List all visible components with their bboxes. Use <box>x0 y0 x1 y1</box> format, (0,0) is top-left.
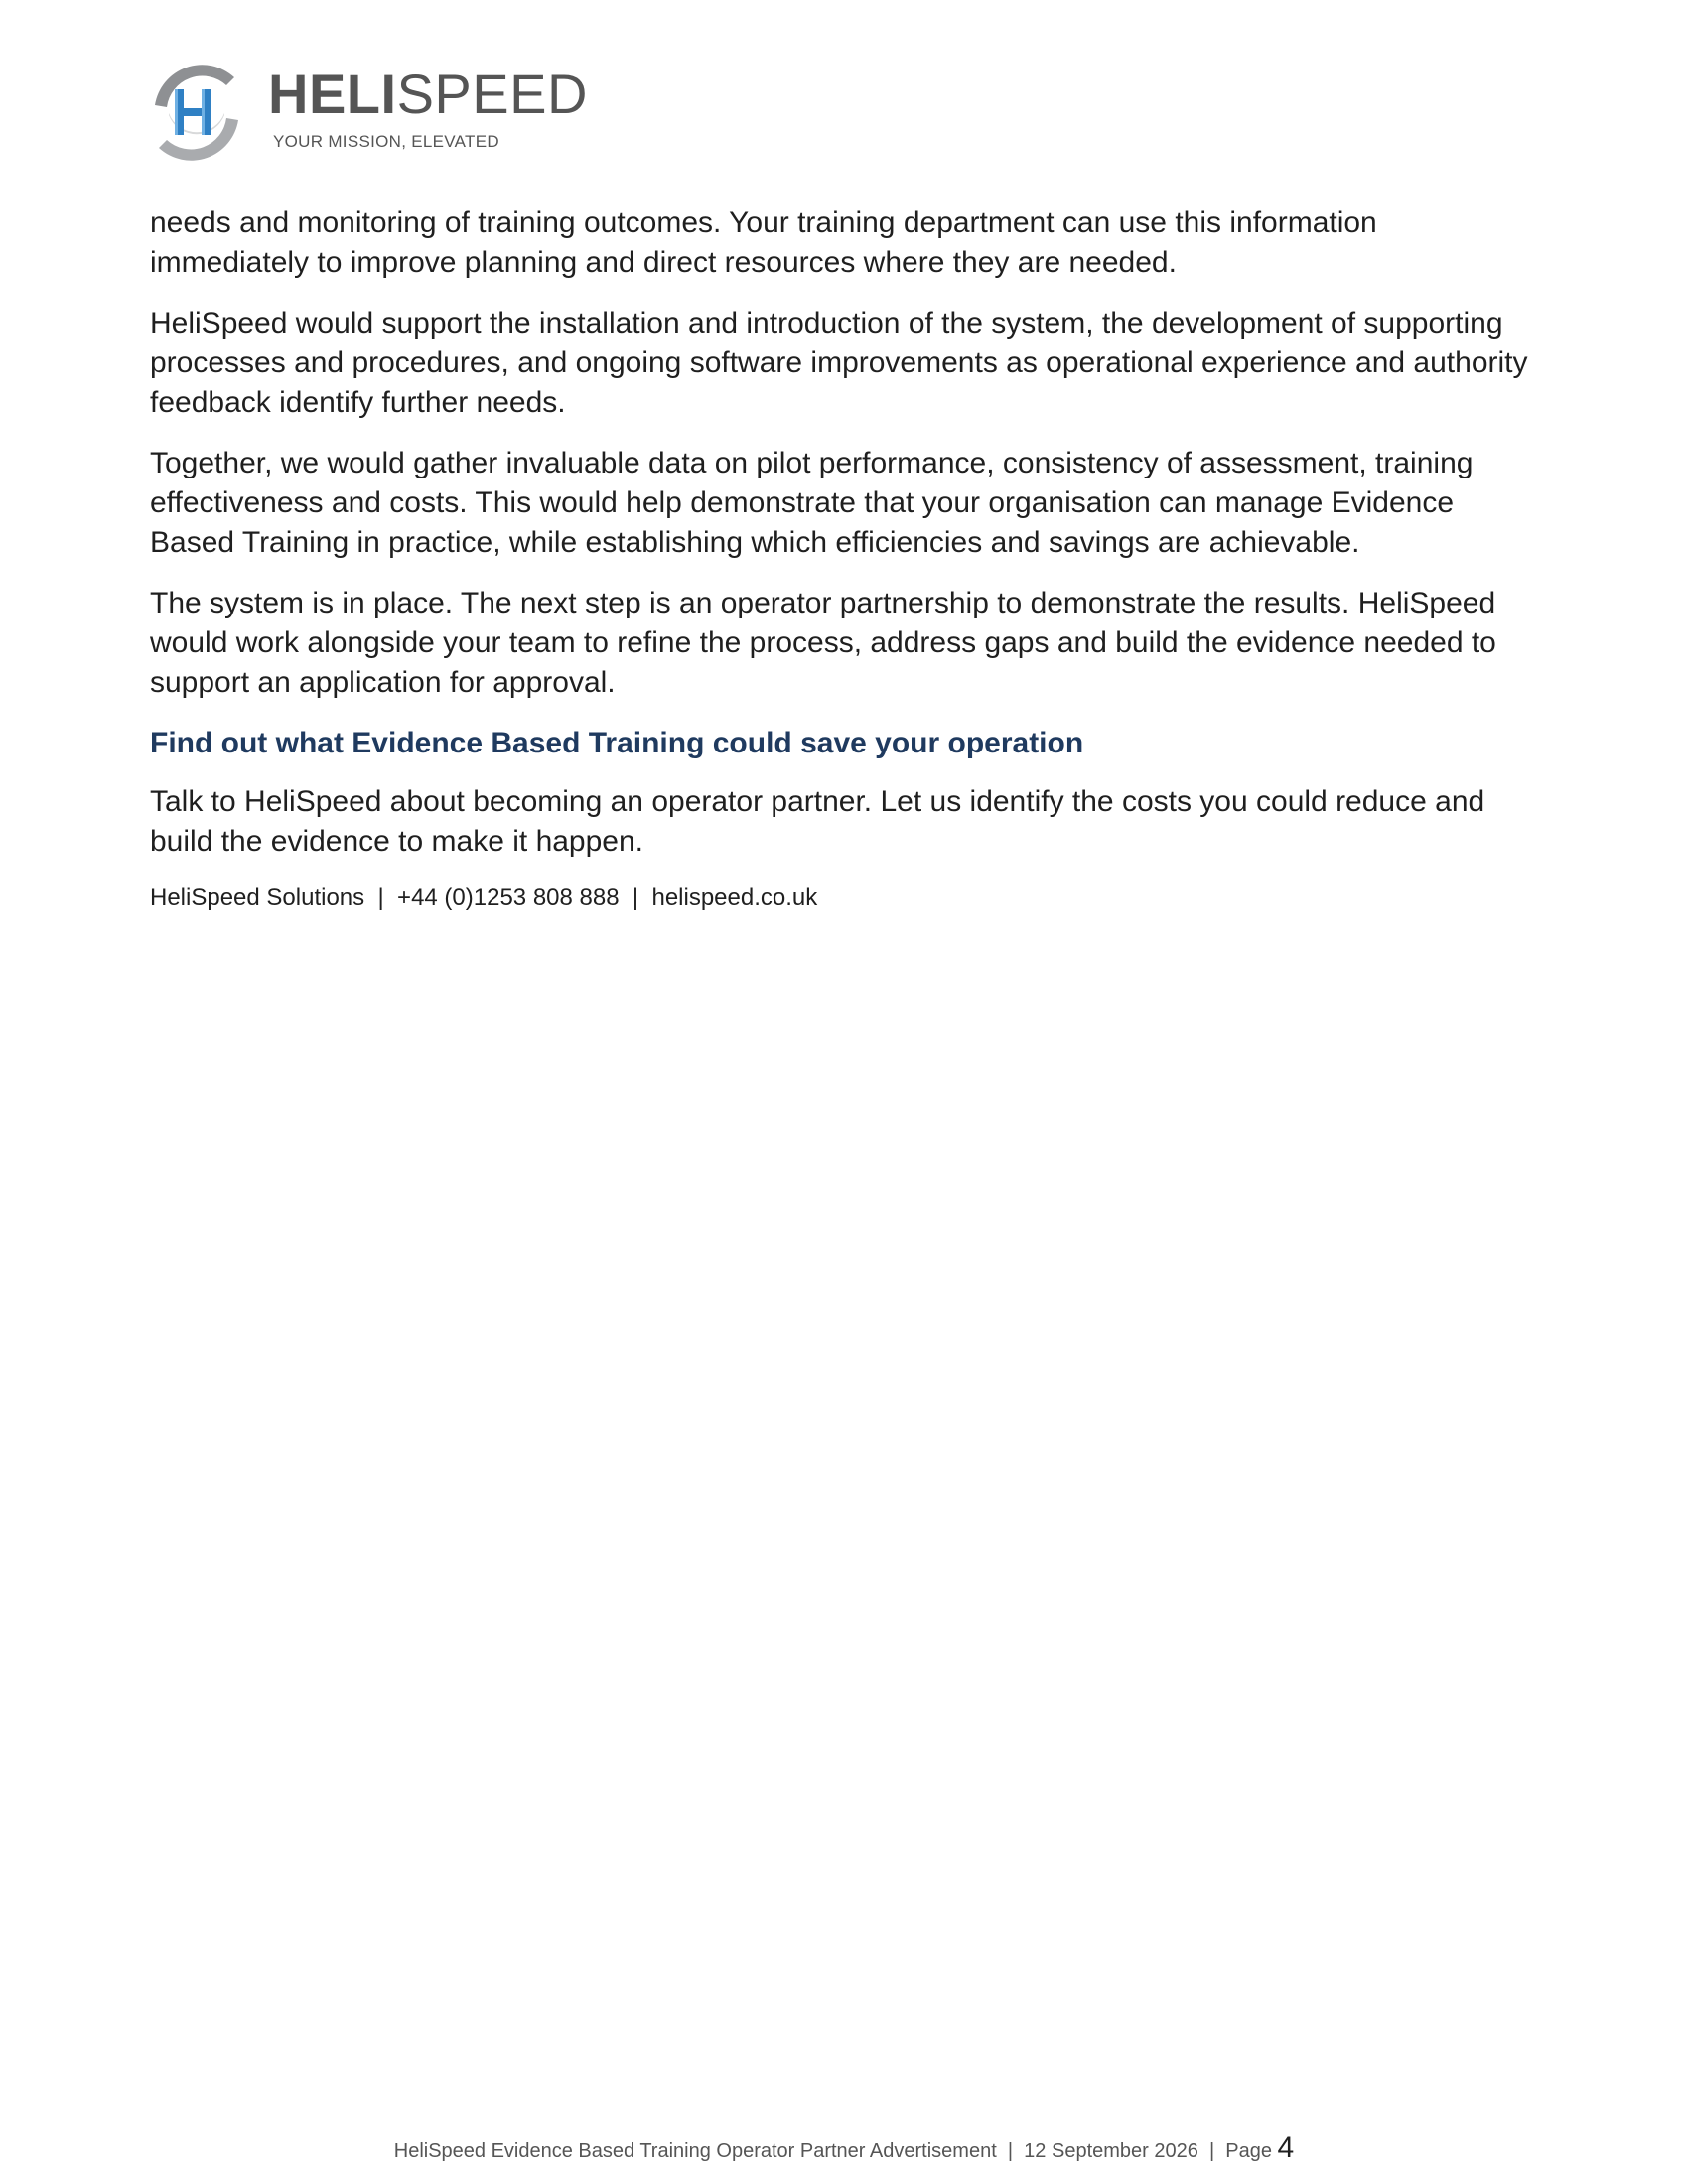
body-paragraph-3: Together, we would gather invaluable data on pilot performance, consistency of assessment, training effectiveness and costs. This would help demonstrate that your organisation can manage Evidence Based Training in practice, while establishing which efficiencies and savings are achievable. <box>150 447 1474 559</box>
logo-wordmark <box>268 61 588 128</box>
section-heading: Find out what Evidence Based Training could save your operation <box>150 727 1084 759</box>
page-number: 4 <box>1277 2131 1295 2164</box>
body-paragraph-2: HeliSpeed would support the installation and introduction of the system, the development of supporting processes and procedures, and ongoing software improvements as operational experience and authority feedback identify further needs. <box>150 307 1528 419</box>
helispeed-logo-mark-icon <box>147 56 246 170</box>
logo-wordmark-bold: HELI <box>268 63 397 125</box>
closing-paragraph: Talk to HeliSpeed about becoming an operator partner. Let us identify the costs you could reduce and build the evidence to make it happen. <box>150 785 1485 858</box>
logo-tagline: YOUR MISSION, ELEVATED <box>273 132 499 151</box>
helispeed-logo <box>147 56 588 175</box>
document-body <box>150 204 1540 914</box>
footer-text: HeliSpeed Evidence Based Training Operator Partner Advertisement | 12 September 2026 | Page <box>393 2140 1278 2162</box>
logo-wordmark-light: SPEED <box>396 63 588 125</box>
contact-line: HeliSpeed Solutions | +44 (0)1253 808 888 | helispeed.co.uk <box>150 885 818 911</box>
page-footer <box>0 2130 1688 2169</box>
body-paragraph-4: The system is in place. The next step is an operator partnership to demonstrate the results. HeliSpeed would work alongside your team to refine the process, address gaps and build the evidence needed to support an application for approval. <box>150 587 1496 699</box>
body-paragraph-1: needs and monitoring of training outcomes. Your training department can use this information immediately to improve planning and direct resources where they are needed. <box>150 206 1377 279</box>
